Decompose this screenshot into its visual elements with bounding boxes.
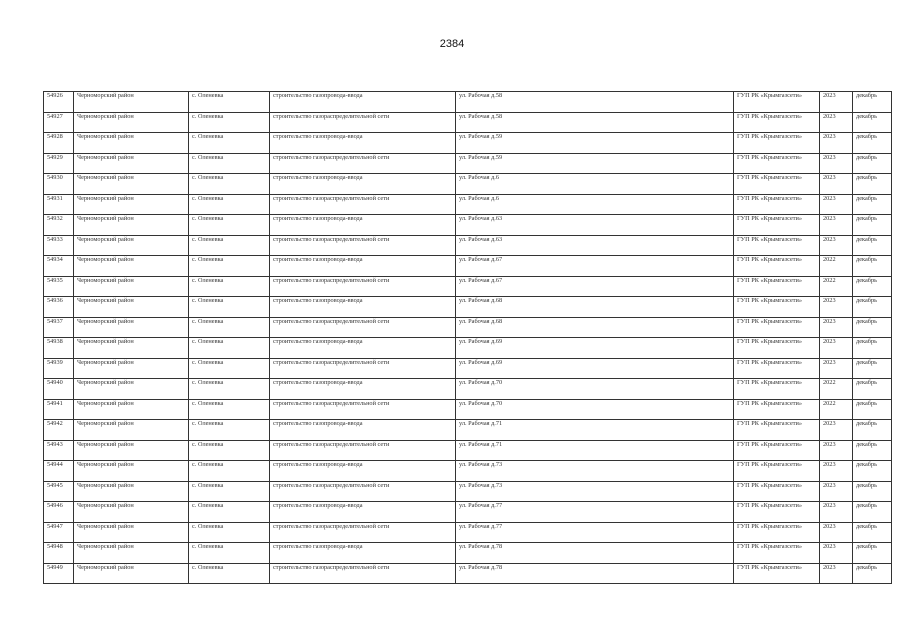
- settlement-cell: с. Оленевка: [189, 358, 270, 379]
- work-type-cell: строительство газопровода-ввода: [270, 338, 456, 359]
- table-row: [44, 502, 892, 523]
- month-cell: декабрь: [853, 297, 892, 318]
- record-id-cell: 54930: [44, 174, 74, 195]
- year-cell: 2023: [820, 194, 853, 215]
- year-cell: 2023: [820, 92, 853, 113]
- table-row: [44, 461, 892, 482]
- table-row: [44, 153, 892, 174]
- table-row: [44, 256, 892, 277]
- address-cell: ул. Рабочая д.63: [456, 215, 734, 236]
- address-cell: ул. Рабочая д.71: [456, 440, 734, 461]
- settlement-cell: с. Оленевка: [189, 563, 270, 584]
- district-cell: Черноморский район: [74, 543, 189, 564]
- organization-cell: ГУП РК «Крымгазсети»: [734, 194, 820, 215]
- district-cell: Черноморский район: [74, 235, 189, 256]
- month-cell: декабрь: [853, 481, 892, 502]
- settlement-cell: с. Оленевка: [189, 440, 270, 461]
- record-id-cell: 54935: [44, 276, 74, 297]
- settlement-cell: с. Оленевка: [189, 235, 270, 256]
- work-type-cell: строительство газопровода-ввода: [270, 215, 456, 236]
- record-id-cell: 54931: [44, 194, 74, 215]
- district-cell: Черноморский район: [74, 522, 189, 543]
- organization-cell: ГУП РК «Крымгазсети»: [734, 153, 820, 174]
- record-id-cell: 54947: [44, 522, 74, 543]
- settlement-cell: с. Оленевка: [189, 399, 270, 420]
- record-id-cell: 54926: [44, 92, 74, 113]
- work-type-cell: строительство газораспределительной сети: [270, 235, 456, 256]
- record-id-cell: 54939: [44, 358, 74, 379]
- settlement-cell: с. Оленевка: [189, 420, 270, 441]
- record-id-cell: 54945: [44, 481, 74, 502]
- organization-cell: ГУП РК «Крымгазсети»: [734, 215, 820, 236]
- table-row: [44, 215, 892, 236]
- table-row: [44, 194, 892, 215]
- month-cell: декабрь: [853, 256, 892, 277]
- address-cell: ул. Рабочая д.77: [456, 522, 734, 543]
- year-cell: 2023: [820, 297, 853, 318]
- address-cell: ул. Рабочая д.70: [456, 379, 734, 400]
- address-cell: ул. Рабочая д.69: [456, 358, 734, 379]
- year-cell: 2023: [820, 543, 853, 564]
- organization-cell: ГУП РК «Крымгазсети»: [734, 338, 820, 359]
- address-cell: ул. Рабочая д.6: [456, 174, 734, 195]
- organization-cell: ГУП РК «Крымгазсети»: [734, 317, 820, 338]
- organization-cell: ГУП РК «Крымгазсети»: [734, 92, 820, 113]
- address-cell: ул. Рабочая д.70: [456, 399, 734, 420]
- table-row: [44, 297, 892, 318]
- address-cell: ул. Рабочая д.6: [456, 194, 734, 215]
- settlement-cell: с. Оленевка: [189, 338, 270, 359]
- table-row: [44, 399, 892, 420]
- address-cell: ул. Рабочая д.63: [456, 235, 734, 256]
- address-cell: ул. Рабочая д.58: [456, 112, 734, 133]
- table-row: [44, 92, 892, 113]
- month-cell: декабрь: [853, 92, 892, 113]
- work-type-cell: строительство газопровода-ввода: [270, 92, 456, 113]
- year-cell: 2023: [820, 112, 853, 133]
- district-cell: Черноморский район: [74, 112, 189, 133]
- district-cell: Черноморский район: [74, 215, 189, 236]
- record-id-cell: 54927: [44, 112, 74, 133]
- year-cell: 2022: [820, 379, 853, 400]
- district-cell: Черноморский район: [74, 358, 189, 379]
- settlement-cell: с. Оленевка: [189, 502, 270, 523]
- work-type-cell: строительство газопровода-ввода: [270, 133, 456, 154]
- organization-cell: ГУП РК «Крымгазсети»: [734, 379, 820, 400]
- district-cell: Черноморский район: [74, 174, 189, 195]
- district-cell: Черноморский район: [74, 481, 189, 502]
- year-cell: 2023: [820, 153, 853, 174]
- work-type-cell: строительство газораспределительной сети: [270, 440, 456, 461]
- year-cell: 2023: [820, 235, 853, 256]
- month-cell: декабрь: [853, 563, 892, 584]
- table-row: [44, 420, 892, 441]
- settlement-cell: с. Оленевка: [189, 153, 270, 174]
- record-id-cell: 54936: [44, 297, 74, 318]
- month-cell: декабрь: [853, 399, 892, 420]
- organization-cell: ГУП РК «Крымгазсети»: [734, 297, 820, 318]
- page-number: 2384: [439, 38, 465, 50]
- district-cell: Черноморский район: [74, 440, 189, 461]
- record-id-cell: 54934: [44, 256, 74, 277]
- district-cell: Черноморский район: [74, 399, 189, 420]
- district-cell: Черноморский район: [74, 92, 189, 113]
- settlement-cell: с. Оленевка: [189, 276, 270, 297]
- month-cell: декабрь: [853, 133, 892, 154]
- table-row: [44, 379, 892, 400]
- table-row: [44, 235, 892, 256]
- record-id-cell: 54932: [44, 215, 74, 236]
- organization-cell: ГУП РК «Крымгазсети»: [734, 563, 820, 584]
- year-cell: 2023: [820, 215, 853, 236]
- month-cell: декабрь: [853, 276, 892, 297]
- month-cell: декабрь: [853, 543, 892, 564]
- address-cell: ул. Рабочая д.78: [456, 563, 734, 584]
- settlement-cell: с. Оленевка: [189, 481, 270, 502]
- organization-cell: ГУП РК «Крымгазсети»: [734, 358, 820, 379]
- year-cell: 2023: [820, 502, 853, 523]
- month-cell: декабрь: [853, 153, 892, 174]
- address-cell: ул. Рабочая д.59: [456, 133, 734, 154]
- record-id-cell: 54928: [44, 133, 74, 154]
- record-id-cell: 54929: [44, 153, 74, 174]
- month-cell: декабрь: [853, 338, 892, 359]
- organization-cell: ГУП РК «Крымгазсети»: [734, 420, 820, 441]
- table-row: [44, 543, 892, 564]
- organization-cell: ГУП РК «Крымгазсети»: [734, 461, 820, 482]
- year-cell: 2023: [820, 461, 853, 482]
- month-cell: декабрь: [853, 502, 892, 523]
- district-cell: Черноморский район: [74, 194, 189, 215]
- table-row: [44, 317, 892, 338]
- work-type-cell: строительство газораспределительной сети: [270, 481, 456, 502]
- organization-cell: ГУП РК «Крымгазсети»: [734, 502, 820, 523]
- record-id-cell: 54938: [44, 338, 74, 359]
- district-cell: Черноморский район: [74, 256, 189, 277]
- address-cell: ул. Рабочая д.67: [456, 256, 734, 277]
- table-row: [44, 440, 892, 461]
- settlement-cell: с. Оленевка: [189, 297, 270, 318]
- organization-cell: ГУП РК «Крымгазсети»: [734, 522, 820, 543]
- settlement-cell: с. Оленевка: [189, 543, 270, 564]
- settlement-cell: с. Оленевка: [189, 522, 270, 543]
- record-id-cell: 54943: [44, 440, 74, 461]
- work-type-cell: строительство газораспределительной сети: [270, 112, 456, 133]
- district-cell: Черноморский район: [74, 461, 189, 482]
- district-cell: Черноморский район: [74, 297, 189, 318]
- district-cell: Черноморский район: [74, 379, 189, 400]
- organization-cell: ГУП РК «Крымгазсети»: [734, 481, 820, 502]
- district-cell: Черноморский район: [74, 338, 189, 359]
- work-type-cell: строительство газораспределительной сети: [270, 522, 456, 543]
- settlement-cell: с. Оленевка: [189, 194, 270, 215]
- district-cell: Черноморский район: [74, 153, 189, 174]
- work-type-cell: строительство газопровода-ввода: [270, 174, 456, 195]
- month-cell: декабрь: [853, 358, 892, 379]
- work-type-cell: строительство газораспределительной сети: [270, 276, 456, 297]
- organization-cell: ГУП РК «Крымгазсети»: [734, 543, 820, 564]
- district-cell: Черноморский район: [74, 276, 189, 297]
- record-id-cell: 54946: [44, 502, 74, 523]
- organization-cell: ГУП РК «Крымгазсети»: [734, 256, 820, 277]
- registry-table-body: [44, 92, 892, 584]
- organization-cell: ГУП РК «Крымгазсети»: [734, 133, 820, 154]
- record-id-cell: 54948: [44, 543, 74, 564]
- district-cell: Черноморский район: [74, 317, 189, 338]
- settlement-cell: с. Оленевка: [189, 174, 270, 195]
- year-cell: 2023: [820, 133, 853, 154]
- organization-cell: ГУП РК «Крымгазсети»: [734, 399, 820, 420]
- table-row: [44, 481, 892, 502]
- work-type-cell: строительство газопровода-ввода: [270, 543, 456, 564]
- address-cell: ул. Рабочая д.68: [456, 297, 734, 318]
- record-id-cell: 54944: [44, 461, 74, 482]
- year-cell: 2023: [820, 317, 853, 338]
- work-type-cell: строительство газопровода-ввода: [270, 256, 456, 277]
- month-cell: декабрь: [853, 379, 892, 400]
- table-row: [44, 338, 892, 359]
- work-type-cell: строительство газопровода-ввода: [270, 297, 456, 318]
- district-cell: Черноморский район: [74, 420, 189, 441]
- address-cell: ул. Рабочая д.58: [456, 92, 734, 113]
- address-cell: ул. Рабочая д.73: [456, 461, 734, 482]
- address-cell: ул. Рабочая д.67: [456, 276, 734, 297]
- month-cell: декабрь: [853, 522, 892, 543]
- work-type-cell: строительство газопровода-ввода: [270, 502, 456, 523]
- work-type-cell: строительство газораспределительной сети: [270, 399, 456, 420]
- record-id-cell: 54940: [44, 379, 74, 400]
- address-cell: ул. Рабочая д.68: [456, 317, 734, 338]
- table-row: [44, 358, 892, 379]
- address-cell: ул. Рабочая д.69: [456, 338, 734, 359]
- year-cell: 2022: [820, 256, 853, 277]
- year-cell: 2023: [820, 440, 853, 461]
- work-type-cell: строительство газораспределительной сети: [270, 563, 456, 584]
- month-cell: декабрь: [853, 440, 892, 461]
- year-cell: 2023: [820, 522, 853, 543]
- address-cell: ул. Рабочая д.77: [456, 502, 734, 523]
- table-row: [44, 174, 892, 195]
- organization-cell: ГУП РК «Крымгазсети»: [734, 174, 820, 195]
- year-cell: 2023: [820, 563, 853, 584]
- year-cell: 2023: [820, 481, 853, 502]
- settlement-cell: с. Оленевка: [189, 215, 270, 236]
- year-cell: 2023: [820, 358, 853, 379]
- table-row: [44, 563, 892, 584]
- year-cell: 2023: [820, 174, 853, 195]
- address-cell: ул. Рабочая д.73: [456, 481, 734, 502]
- settlement-cell: с. Оленевка: [189, 379, 270, 400]
- month-cell: декабрь: [853, 235, 892, 256]
- organization-cell: ГУП РК «Крымгазсети»: [734, 276, 820, 297]
- month-cell: декабрь: [853, 420, 892, 441]
- work-type-cell: строительство газопровода-ввода: [270, 420, 456, 441]
- month-cell: декабрь: [853, 112, 892, 133]
- settlement-cell: с. Оленевка: [189, 92, 270, 113]
- registry-table: [43, 91, 892, 584]
- month-cell: декабрь: [853, 174, 892, 195]
- work-type-cell: строительство газораспределительной сети: [270, 317, 456, 338]
- month-cell: декабрь: [853, 317, 892, 338]
- organization-cell: ГУП РК «Крымгазсети»: [734, 235, 820, 256]
- settlement-cell: с. Оленевка: [189, 133, 270, 154]
- work-type-cell: строительство газораспределительной сети: [270, 358, 456, 379]
- district-cell: Черноморский район: [74, 133, 189, 154]
- settlement-cell: с. Оленевка: [189, 461, 270, 482]
- year-cell: 2022: [820, 399, 853, 420]
- record-id-cell: 54937: [44, 317, 74, 338]
- table-row: [44, 522, 892, 543]
- year-cell: 2022: [820, 276, 853, 297]
- address-cell: ул. Рабочая д.78: [456, 543, 734, 564]
- month-cell: декабрь: [853, 461, 892, 482]
- settlement-cell: с. Оленевка: [189, 256, 270, 277]
- month-cell: декабрь: [853, 215, 892, 236]
- organization-cell: ГУП РК «Крымгазсети»: [734, 440, 820, 461]
- work-type-cell: строительство газопровода-ввода: [270, 461, 456, 482]
- district-cell: Черноморский район: [74, 563, 189, 584]
- settlement-cell: с. Оленевка: [189, 317, 270, 338]
- record-id-cell: 54949: [44, 563, 74, 584]
- table-row: [44, 133, 892, 154]
- month-cell: декабрь: [853, 194, 892, 215]
- address-cell: ул. Рабочая д.71: [456, 420, 734, 441]
- table-row: [44, 276, 892, 297]
- work-type-cell: строительство газораспределительной сети: [270, 194, 456, 215]
- settlement-cell: с. Оленевка: [189, 112, 270, 133]
- address-cell: ул. Рабочая д.59: [456, 153, 734, 174]
- organization-cell: ГУП РК «Крымгазсети»: [734, 112, 820, 133]
- table-row: [44, 112, 892, 133]
- district-cell: Черноморский район: [74, 502, 189, 523]
- year-cell: 2023: [820, 338, 853, 359]
- record-id-cell: 54941: [44, 399, 74, 420]
- work-type-cell: строительство газораспределительной сети: [270, 153, 456, 174]
- work-type-cell: строительство газопровода-ввода: [270, 379, 456, 400]
- year-cell: 2023: [820, 420, 853, 441]
- record-id-cell: 54933: [44, 235, 74, 256]
- record-id-cell: 54942: [44, 420, 74, 441]
